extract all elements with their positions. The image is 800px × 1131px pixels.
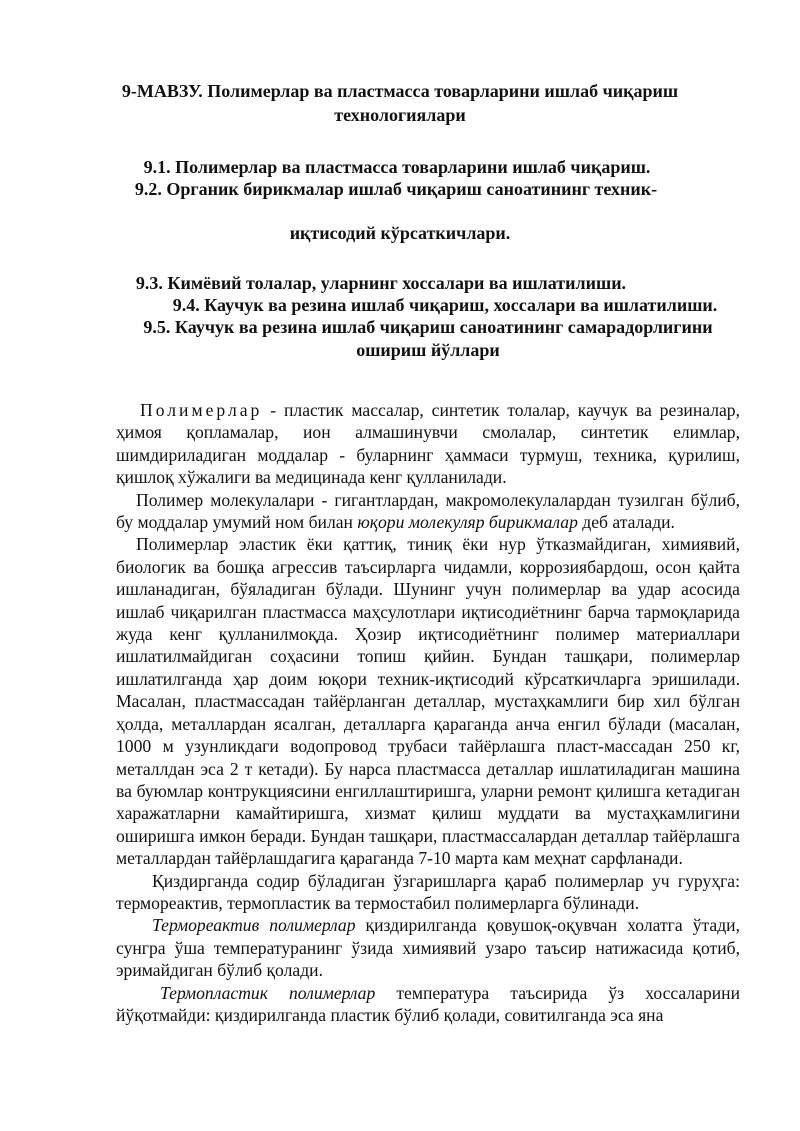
paragraph xyxy=(116,914,740,981)
paragraph xyxy=(116,533,740,869)
toc-item-9-4: 9.4. Каучук ва резина ишлаб чиқариш, хоссалари ва ишлатилиши. xyxy=(172,295,718,315)
page-title: 9-МАВЗУ. Полимерлар ва пластмасса товарларини ишлаб чиқариш xyxy=(121,81,679,101)
body-text xyxy=(116,399,740,1026)
paragraph-text: Полимер молекулалари - гигантлардан, макромолекулалардан тузилган бўлиб, бу моддалар умумий ном билан xyxy=(116,489,740,533)
italic-term: Термопластик полимерлар xyxy=(160,982,376,1003)
italic-term: Термореактив полимерлар xyxy=(152,915,356,936)
paragraph xyxy=(116,489,740,534)
paragraph-text: Қиздирганда содир бўладиган ўзгаришларга қараб полимерлар уч гуруҳга: термореактив, термопластик ва термостабил полимерларга бўлинади. xyxy=(116,870,740,913)
italic-term: юқори молекуляр бирикмалар xyxy=(357,512,578,533)
toc-item-9-5-cont: ошириш йўллари xyxy=(356,340,500,360)
page-title-cont: технологиялари xyxy=(334,105,466,125)
toc-item-9-5: 9.5. Каучук ва резина ишлаб чиқариш саноатининг самарадорлигини xyxy=(143,317,713,337)
toc-item-9-2-cont: иқтисодий кўрсаткичлари. xyxy=(289,223,511,243)
paragraph-text: қиздирилганда қовушоқ-оқувчан холатга ўтади, сунгра ўша температуранинг ўзида химиявий узаро таъсир натижасида қотиб, эримайдиган бўлиб қолади. xyxy=(116,915,740,981)
paragraph xyxy=(116,982,740,1027)
term-polymers: Полимерлар xyxy=(140,400,263,420)
paragraph-text: температура таъсирида ўз хоссаларини йўқотмайди: қиздирилганда пластик бўлиб қолади, совитилганда эса яна xyxy=(116,982,740,1025)
paragraph-text: - пластик массалар, синтетик толалар, каучук ва резиналар, ҳимоя қопламалар, ион алмашинувчи смолалар, синтетик елимлар, шимдириладиган моддалар - буларнинг ҳаммаси турмуш, техника, қурилиш, қишлоқ хўжалиги ва медицинада кенг қулланилади. xyxy=(116,400,740,488)
toc-item-9-2: 9.2. Органик бирикмалар ишлаб чиқариш саноатининг техник- xyxy=(134,179,658,199)
paragraph-text: Полимерлар эластик ёки қаттиқ, тиниқ ёки нур ўтказмайдиган, химиявий, биологик ва бошқа агрессив таъсирларга чидамли, коррозиябардош, осон қайта ишланадиган, бўяладиган бўлади. Шунинг учун полимерлар ва удар асосида ишлаб чиқарилган пластмасса маҳсулотлари иқтисодиётнинг барча тармоқларида жуда кенг қулланилмоқда. Ҳозир иқтисодиётнинг полимер материаллари ишлатилмайдиган соҳасини топиш қийин. Бундан ташқари, полимерлар ишлатилганда ҳар доим юқори техник-иқтисодий кўрсаткичларга эришилади. Масалан, пластмассадан тайёрланган деталлар, мустаҳкамлиги бир хил бўлган ҳолда, металлардан ясалган, деталларга қараганда анча енгил бўлади (масалан, 1000 м узунликдаги водопровод трубаси тайёрлашга пласт-массадан 250 кг, металлдан эса 2 т кетади). Бу нарса пластмасса деталлар ишлатиладиган машина ва буюмлар контрукциясини енгиллаштиришга, уларни ремонт қилишга кетадиган харажатларни камайтиришга, хизмат қилиш муддати ва мустаҳкамлигини оширишга имкон беради. Бундан ташқари, пластмассалардан деталлар тайёрлашга металлардан тайёрлашдагига қараганда 7-10 марта кам меҳнат сарфланади. xyxy=(116,534,740,869)
paragraph-text: деб аталади. xyxy=(577,512,675,533)
toc-item-9-3: 9.3. Кимёвий толалар, уларнинг хоссалари ва ишлатилиши. xyxy=(135,273,627,293)
paragraph xyxy=(116,399,740,489)
paragraph xyxy=(116,870,740,915)
toc-item-9-1: 9.1. Полимерлар ва пластмасса товарларини ишлаб чиқариш. xyxy=(143,157,651,177)
